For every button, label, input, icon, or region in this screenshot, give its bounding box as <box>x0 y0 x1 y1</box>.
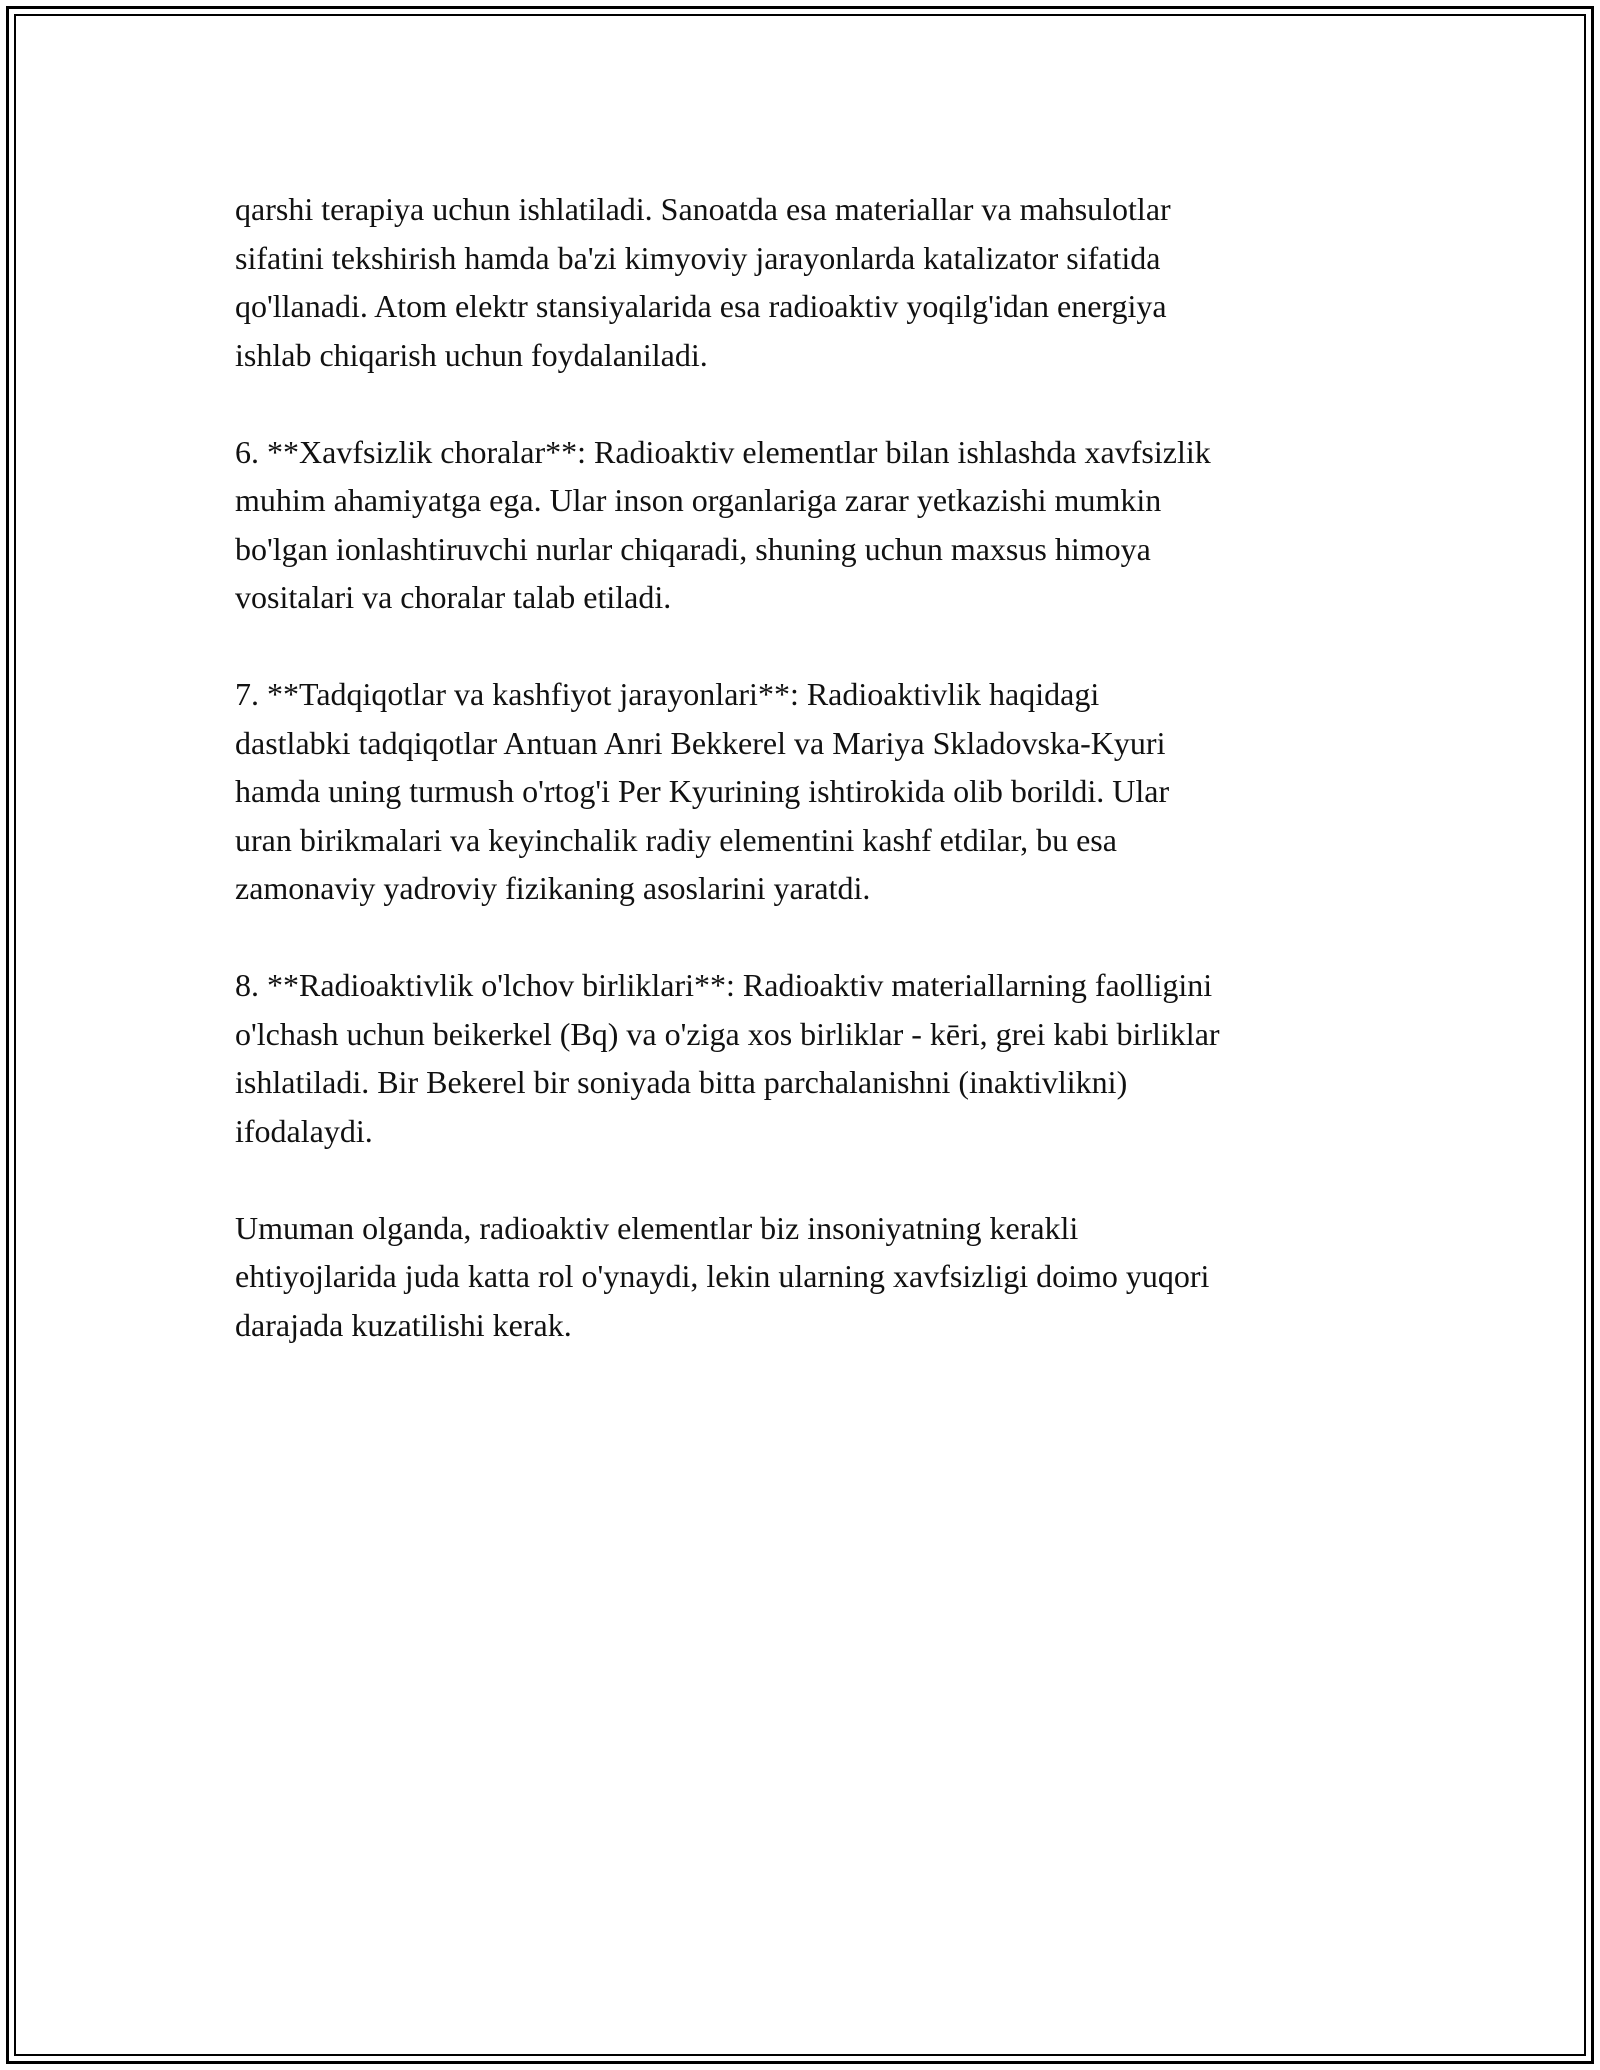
paragraph-measurement-units: 8. **Radioaktivlik o'lchov birliklari**: Radioaktiv materiallarning faolligini o'lchash uchun beikerkel (Bq) va o'ziga xos birliklar - kēri, grei kabi birliklar ishlatiladi. Bir Bekerel bir soniyada bitta parchalanishni (inaktivlikni) ifodalaydi. <box>235 967 1220 1149</box>
paragraph-safety-measures: 6. **Xavfsizlik choralar**: Radioaktiv elementlar bilan ishlashda xavfsizlik muhim ahamiyatga ega. Ular inson organlariga zarar yetkazishi mumkin bo'lgan ionlashtiruvchi nurlar chiqaradi, shuning uchun maxsus himoya vositalari va choralar talab etiladi. <box>235 433 1211 615</box>
document-body <box>235 185 1375 1398</box>
paragraph-intro-continuation: qarshi terapiya uchun ishlatiladi. Sanoatda esa materiallar va mahsulotlar sifatini tekshirish hamda ba'zi kimyoviy jarayonlarda katalizator sifatida qo'llanadi. Atom elektr stansiyalarida esa radioaktiv yoqilg'idan energiya ishlab chiqarish uchun foydalaniladi. <box>235 191 1171 373</box>
paragraph-research-history: 7. **Tadqiqotlar va kashfiyot jarayonlari**: Radioaktivlik haqidagi dastlabki tadqiqotlar Antuan Anri Bekkerel va Mariya Skladovska-Kyuri hamda uning turmush o'rtog'i Per Kyurining ishtirokida olib borildi. Ular uran birikmalari va keyinchalik radiy elementini kashf etdilar, bu esa zamonaviy yadroviy fizikaning asoslarini yaratdi. <box>235 676 1170 906</box>
paragraph-conclusion: Umuman olganda, radioaktiv elementlar biz insoniyatning kerakli ehtiyojlarida juda katta rol o'ynaydi, lekin ularning xavfsizligi doimo yuqori darajada kuzatilishi kerak. <box>235 1209 1210 1343</box>
